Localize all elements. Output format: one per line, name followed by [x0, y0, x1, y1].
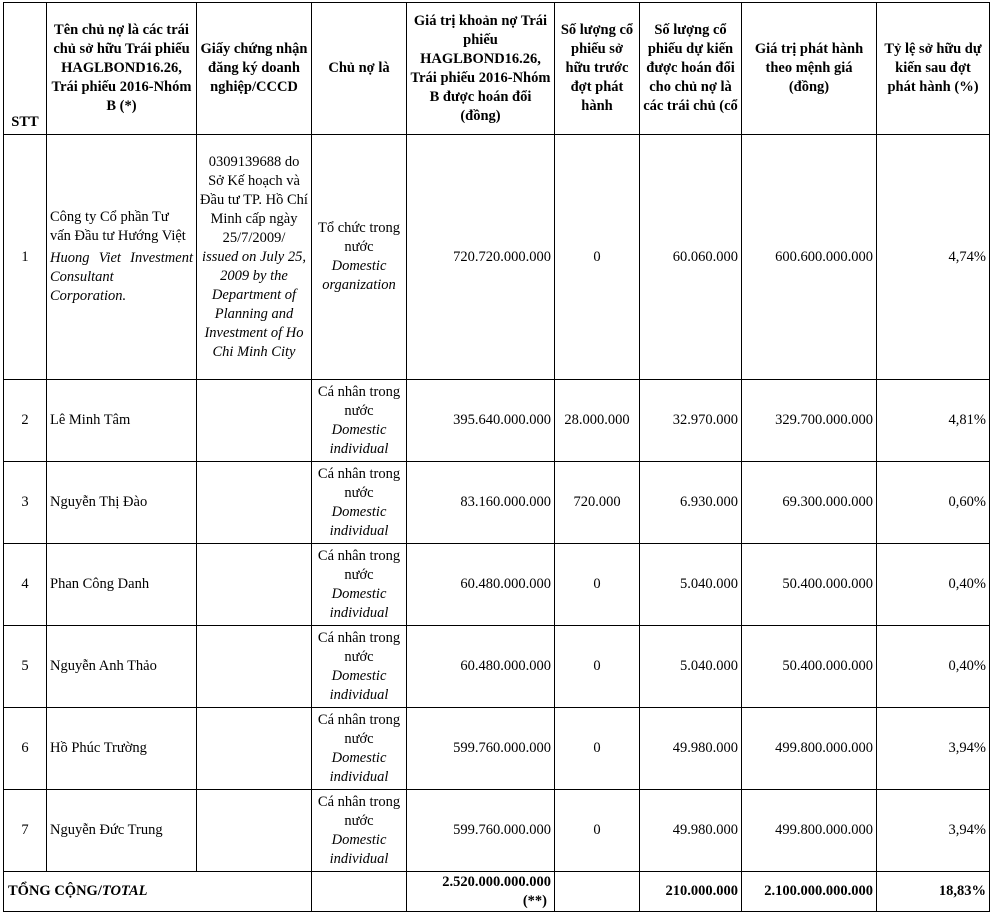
- certificate-text: 0309139688 do Sở Kế hoạch và Đầu tư TP. Hồ Chí Minh cấp ngày 25/7/2009/: [200, 153, 308, 246]
- cell-issue-value: 499.800.000.000: [742, 790, 877, 872]
- cell-stt: 1: [4, 135, 47, 380]
- header-creditor-type: [312, 3, 407, 135]
- creditor-type: Cá nhân trong nước: [317, 383, 401, 419]
- table-header: [4, 3, 990, 135]
- cell-debt: 599.760.000.000: [407, 790, 555, 872]
- cell-certificate: [197, 544, 312, 626]
- table-row: [4, 462, 990, 544]
- cell-name: Phan Công Danh: [47, 544, 197, 626]
- total-debt-value: 2.520.000.000.000: [442, 873, 551, 890]
- cell-type: [312, 462, 407, 544]
- creditor-type-en: Domestic organization: [322, 258, 396, 293]
- cell-stt: 3: [4, 462, 47, 544]
- cell-certificate: [197, 462, 312, 544]
- cell-shares-swap: 6.930.000: [640, 462, 742, 544]
- creditor-type-en: Domestic individual: [329, 667, 389, 703]
- cell-stt: 6: [4, 708, 47, 790]
- creditor-type: Cá nhân trong nước: [317, 793, 401, 829]
- cell-shares-swap: 5.040.000: [640, 544, 742, 626]
- cell-ownership: 0,40%: [877, 544, 990, 626]
- cell-type: [312, 626, 407, 708]
- cell-ownership: 4,81%: [877, 380, 990, 462]
- cell-certificate: [197, 626, 312, 708]
- header-certificate: [197, 3, 312, 135]
- total-label-vi: TỔNG CỘNG/: [8, 883, 102, 899]
- creditor-type-en: Domestic individual: [329, 749, 389, 785]
- header-certificate-text: Giấy chứng nhận đăng ký doanh nghiệp/CCCD: [200, 41, 308, 95]
- cell-name: Hồ Phúc Trường: [47, 708, 197, 790]
- header-shares-swap: [640, 3, 742, 135]
- cell-type: [312, 380, 407, 462]
- cell-shares-before: 0: [555, 544, 640, 626]
- cell-name: Lê Minh Tâm: [47, 380, 197, 462]
- cell-name: Nguyễn Đức Trung: [47, 790, 197, 872]
- header-issue-value-text: Giá trị phát hành theo mệnh giá (đồng): [754, 41, 864, 95]
- cell-debt: 83.160.000.000: [407, 462, 555, 544]
- total-empty: [312, 872, 407, 912]
- header-shares-swap-text: Số lượng cổ phiếu dự kiến được hoán đổi cho chủ nợ là các trái chủ (cổ: [643, 22, 738, 114]
- cell-debt: 599.760.000.000: [407, 708, 555, 790]
- creditor-type: Cá nhân trong nước: [317, 465, 401, 501]
- total-issue-value: 2.100.000.000.000: [742, 872, 877, 912]
- cell-type: [312, 790, 407, 872]
- cell-ownership: 3,94%: [877, 790, 990, 872]
- cell-shares-before: 0: [555, 135, 640, 380]
- header-creditor-type-text: Chủ nợ là: [328, 60, 390, 76]
- certificate-text-en: issued on July 25, 2009 by the Department of Planning and Investment of Ho Chi Minh City: [202, 248, 306, 360]
- creditor-type: Tổ chức trong nước: [318, 220, 400, 255]
- cell-issue-value: 50.400.000.000: [742, 626, 877, 708]
- cell-debt: 60.480.000.000: [407, 544, 555, 626]
- creditor-type-en: Domestic individual: [329, 503, 389, 539]
- cell-shares-before: 0: [555, 790, 640, 872]
- header-creditor-name: [47, 3, 197, 135]
- bond-swap-table: [3, 2, 990, 912]
- cell-issue-value: 329.700.000.000: [742, 380, 877, 462]
- cell-shares-swap: 60.060.000: [640, 135, 742, 380]
- cell-stt: 7: [4, 790, 47, 872]
- creditor-type-en: Domestic individual: [329, 831, 389, 867]
- cell-ownership: 4,74%: [877, 135, 990, 380]
- cell-name: Nguyễn Thị Đào: [47, 462, 197, 544]
- cell-shares-before: 0: [555, 626, 640, 708]
- cell-shares-swap: 5.040.000: [640, 626, 742, 708]
- header-creditor-name-text: Tên chủ nợ là các trái chủ sở hữu Trái phiếu HAGLBOND16.26, Trái phiếu 2016-Nhóm B (*): [51, 22, 192, 114]
- cell-debt: 395.640.000.000: [407, 380, 555, 462]
- header-shares-before: [555, 3, 640, 135]
- header-ownership-text: Tỷ lệ sở hữu dự kiến sau đợt phát hành (%): [884, 41, 982, 95]
- cell-stt: 5: [4, 626, 47, 708]
- cell-type: [312, 708, 407, 790]
- table-row: [4, 708, 990, 790]
- cell-shares-swap: 32.970.000: [640, 380, 742, 462]
- cell-shares-swap: 49.980.000: [640, 708, 742, 790]
- cell-debt: 60.480.000.000: [407, 626, 555, 708]
- cell-shares-before: 0: [555, 708, 640, 790]
- cell-certificate: [197, 790, 312, 872]
- cell-shares-swap: 49.980.000: [640, 790, 742, 872]
- creditor-type-en: Domestic individual: [329, 421, 389, 457]
- cell-shares-before: 28.000.000: [555, 380, 640, 462]
- cell-ownership: 0,40%: [877, 626, 990, 708]
- header-ownership: [877, 3, 990, 135]
- table-row: [4, 790, 990, 872]
- cell-type: [312, 544, 407, 626]
- cell-certificate: [197, 380, 312, 462]
- cell-type: [312, 135, 407, 380]
- header-stt: STT: [4, 3, 47, 135]
- total-label-en: TOTAL: [101, 883, 148, 899]
- cell-issue-value: 600.600.000.000: [742, 135, 877, 380]
- cell-shares-before: 720.000: [555, 462, 640, 544]
- cell-ownership: 0,60%: [877, 462, 990, 544]
- cell-name: Nguyễn Anh Thảo: [47, 626, 197, 708]
- cell-debt: 720.720.000.000: [407, 135, 555, 380]
- total-ownership: 18,83%: [877, 872, 990, 912]
- creditor-type: Cá nhân trong nước: [317, 629, 401, 665]
- header-shares-before-text: Số lượng cổ phiếu sở hữu trước đợt phát hành: [560, 22, 634, 114]
- header-debt-value-text: Giá trị khoản nợ Trái phiếu HAGLBOND16.26, Trái phiếu 2016-Nhóm B được hoán đổi (đồng): [410, 12, 551, 124]
- cell-stt: 2: [4, 380, 47, 462]
- cell-issue-value: 499.800.000.000: [742, 708, 877, 790]
- total-shares-swap: 210.000.000: [640, 872, 742, 912]
- cell-ownership: 3,94%: [877, 708, 990, 790]
- creditor-name: Công ty Cổ phần Tư vấn Đầu tư Hướng Việt: [50, 209, 186, 244]
- creditor-type-en: Domestic individual: [329, 585, 389, 621]
- cell-name: [47, 135, 197, 380]
- cell-issue-value: 69.300.000.000: [742, 462, 877, 544]
- total-label: [4, 872, 312, 912]
- creditor-type: Cá nhân trong nước: [317, 711, 401, 747]
- creditor-name-en: Huong Viet Investment Consultant Corporation.: [50, 250, 193, 304]
- header-issue-value: [742, 3, 877, 135]
- header-debt-value: [407, 3, 555, 135]
- total-row: [4, 872, 990, 912]
- cell-stt: 4: [4, 544, 47, 626]
- table-row: [4, 544, 990, 626]
- table-row: [4, 626, 990, 708]
- total-debt-note: (**): [522, 892, 547, 909]
- table-row: [4, 135, 990, 380]
- cell-issue-value: 50.400.000.000: [742, 544, 877, 626]
- total-debt: [407, 872, 555, 912]
- cell-certificate: [197, 135, 312, 380]
- cell-certificate: [197, 708, 312, 790]
- table-row: [4, 380, 990, 462]
- total-shares-before: [555, 872, 640, 912]
- creditor-type: Cá nhân trong nước: [317, 547, 401, 583]
